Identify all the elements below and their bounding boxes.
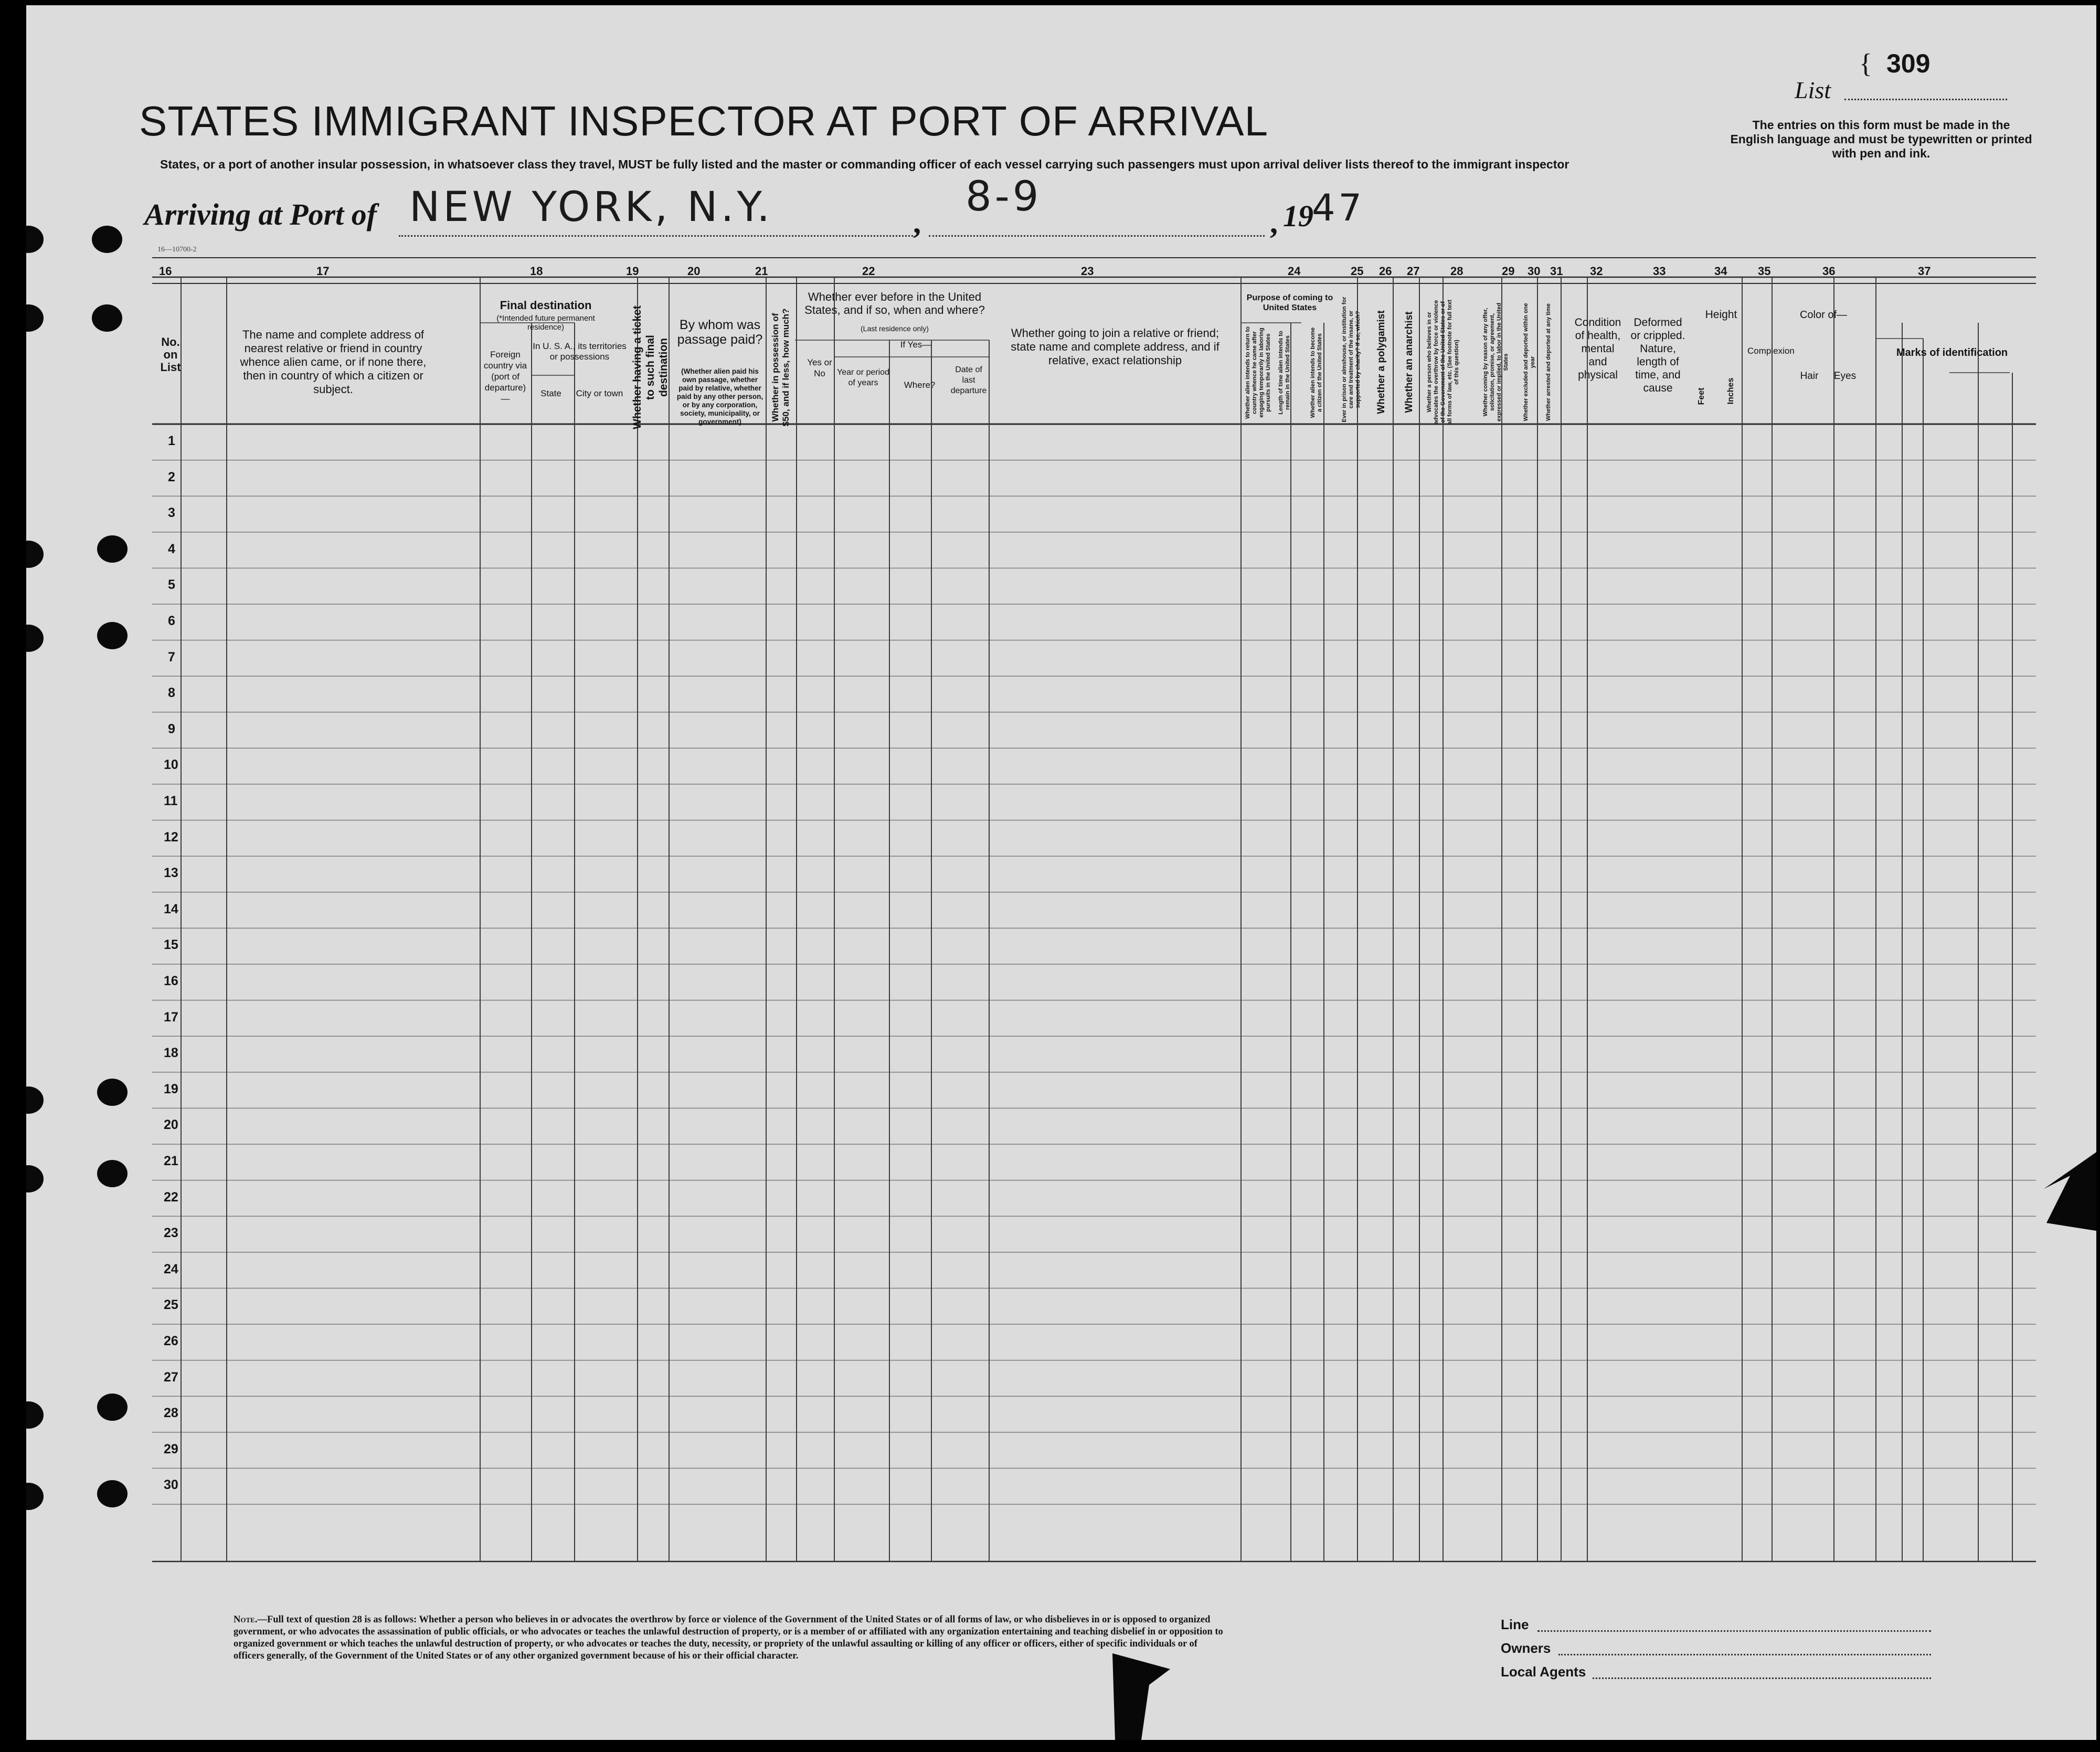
header-ticket [631, 304, 670, 430]
punch-hole [97, 535, 128, 563]
header-if-yes: If Yes— [900, 340, 931, 350]
row-number: 15 [164, 937, 178, 953]
header-passage-paid-sub: (Whether alien paid his own passage, whether paid by relative, whether paid by any other person, or by any corporation, society, municipality, or government) [676, 367, 763, 426]
header-color-of: Color of— [1799, 309, 1848, 321]
year-prefix: 19 [1283, 199, 1313, 233]
year-handwritten: 47 [1312, 186, 1365, 229]
footnote-text: —Full text of question 28 is as follows: Whether a person who believes in or advocates the overthrow by force or violence of the Government of the United States or of all forms of law, or who disbelieves in or is opposed to organized government, or who advocates the assassination of public officials, or who advocates or teaches the unlawful destruction of property, or is a member of or affiliated with any organization entertaining and teaching disbelief in or opposition to organized government or which teaches the unlawful destruction of property, or who advocates or teaches the duty, necessity, or propriety of the unlawful assaulting or killing of any officer or officers, either of specific individuals or of officers generally, of the Government of the United States or of any other organized government because of his or their official character. [234, 1614, 1223, 1661]
header-yes-or-no: Yes or No [807, 357, 832, 378]
header-purpose: Purpose of coming to United States [1246, 293, 1333, 312]
header-city-or-town: City or town [576, 388, 623, 398]
row-number: 25 [164, 1297, 178, 1313]
header-marks: Marks of identification [1896, 347, 2008, 358]
row-number: 5 [168, 577, 175, 593]
punch-hole [26, 1165, 44, 1192]
col-num-33: 33 [1653, 265, 1666, 278]
row-number: 27 [164, 1369, 178, 1385]
header-purpose-c-text: Whether alien intends to become a citizen of the United States [1310, 327, 1323, 418]
row-number: 3 [168, 505, 175, 521]
col-num-18: 18 [530, 265, 543, 278]
row-number: 14 [164, 901, 178, 916]
header-feet [1696, 378, 1712, 415]
line-label: Line [1501, 1617, 1529, 1632]
header-anarchist-text: Whether an anarchist [1404, 311, 1415, 413]
manifest-grid [152, 257, 2036, 1569]
punch-hole [97, 1394, 128, 1421]
list-line [1844, 99, 2007, 100]
header-feet-text: Feet [1697, 387, 1706, 405]
header-labor-offer-text: Whether coming by reason of any offer, solicitation, promise, or agreement, expressed or implied, to labor in the United States [1482, 302, 1509, 422]
header-polygamist [1376, 299, 1397, 425]
col-num-24: 24 [1288, 265, 1301, 278]
col-num-21: 21 [755, 265, 768, 278]
date-handwritten: 8-9 [966, 173, 1042, 220]
col-num-28: 28 [1450, 265, 1463, 278]
row-number: 26 [164, 1334, 178, 1348]
header-purpose-c [1310, 325, 1336, 420]
col-num-27: 27 [1407, 265, 1420, 278]
footnote-lead: Note. [234, 1614, 258, 1625]
header-excluded [1523, 299, 1542, 425]
punch-hole [26, 304, 44, 332]
line-field [1537, 1630, 1931, 1632]
row-number: 10 [164, 757, 178, 773]
entry-notice: The entries on this form must be made in the English language and must be typewritten or printed with pen and ink. [1730, 118, 2032, 160]
header-hair: Hair [1800, 371, 1819, 382]
row-number: 28 [164, 1406, 178, 1421]
port-line [399, 235, 913, 237]
header-state: State [540, 388, 561, 398]
header-purpose-a-text: Whether alien intends to return to country whence he came after engaging temporarily in laboring pursuits in the United States [1245, 326, 1271, 419]
header-arrested-text: Whether arrested and deported at any time [1545, 303, 1552, 421]
punch-hole [26, 1086, 44, 1114]
col-num-17: 17 [316, 265, 330, 278]
row-number: 20 [164, 1117, 178, 1133]
header-purpose-b-text: Length of time alien intends to remain in the United States [1278, 331, 1291, 415]
header-inches [1725, 367, 1741, 415]
header-final-destination: Final destination [500, 299, 592, 312]
row-number: 21 [164, 1154, 178, 1168]
header-complexion: Complexion [1747, 346, 1795, 356]
header-purpose-a [1245, 325, 1275, 420]
col-num-23: 23 [1081, 265, 1094, 278]
header-possession-50-text: Whether in possession of $50, and if less, how much? [770, 308, 791, 427]
row-number: 12 [164, 829, 178, 845]
header-no-on-list: No. on List [160, 335, 181, 374]
col-num-20: 20 [687, 265, 701, 278]
row-number: 23 [164, 1226, 178, 1241]
row-number: 18 [164, 1046, 178, 1061]
header-overthrow [1426, 299, 1473, 425]
print-code: 16—10700-2 [157, 246, 197, 254]
form-title: STATES IMMIGRANT INSPECTOR AT PORT OF ARRIVAL [139, 98, 1269, 144]
row-number: 13 [164, 866, 178, 881]
header-ticket-text: Whether having a ticket to such final destination [631, 305, 670, 429]
row-number: 1 [168, 434, 175, 448]
col-num-32: 32 [1590, 265, 1603, 278]
col-num-22: 22 [862, 265, 875, 278]
header-in-usa: In U. S. A., its territories or possessions [533, 341, 627, 362]
col-num-36: 36 [1822, 265, 1836, 278]
row-number: 2 [168, 469, 175, 484]
header-foreign-country: Foreign country via (port of departure)— [483, 350, 527, 404]
punch-hole [26, 541, 44, 568]
row-number: 17 [164, 1009, 178, 1025]
row-number: 4 [168, 541, 175, 556]
row-number: 11 [164, 794, 178, 808]
col-num-29: 29 [1502, 265, 1515, 278]
header-nearest-relative: The name and complete address of nearest relative or friend in country whence alien came, or if none there, then in country of which a citizen or subject. [240, 328, 427, 396]
local-agents-label: Local Agents [1501, 1664, 1586, 1680]
col-num-34: 34 [1714, 265, 1727, 278]
header-polygamist-text: Whether a polygamist [1376, 310, 1387, 414]
header-deformed: Deformed or crippled. Nature, length of time, and cause [1630, 316, 1685, 394]
header-arrested [1545, 299, 1564, 425]
header-final-destination-sub: (*Intended future permanent residence) [496, 314, 595, 332]
col-num-30: 30 [1528, 265, 1541, 278]
header-eyes: Eyes [1833, 371, 1857, 382]
port-handwritten: NEW YORK, N.Y. [409, 184, 773, 231]
header-height: Height [1705, 309, 1737, 321]
punch-hole [26, 1483, 44, 1510]
col-num-31: 31 [1550, 265, 1563, 278]
row-number: 9 [168, 721, 175, 736]
header-excluded-text: Whether excluded and deported within one year [1523, 303, 1536, 421]
col-num-25: 25 [1351, 265, 1364, 278]
punch-hole [97, 1480, 128, 1507]
manifest-sheet [26, 5, 2096, 1740]
header-before-in-us: Whether ever before in the United States, and if so, when and where? [804, 290, 985, 316]
arriving-label: Arriving at Port of [144, 197, 377, 231]
col-num-16: 16 [159, 265, 172, 278]
punch-hole [26, 625, 44, 652]
local-agents-field [1593, 1677, 1931, 1679]
comma: , [913, 205, 921, 240]
torn-edge [2031, 1152, 2096, 1231]
header-passage-paid: By whom was passage paid? [677, 318, 763, 347]
row-number: 19 [164, 1081, 178, 1096]
row-number: 8 [168, 685, 175, 701]
row-number: 7 [168, 649, 175, 664]
list-number: 309 [1886, 49, 1931, 78]
header-join-relative: Whether going to join a relative or friend; state name and complete address, and if relative, exact relationship [1011, 326, 1219, 367]
list-label: List [1795, 77, 1831, 103]
header-health: Condition of health, mental and physical [1574, 316, 1621, 381]
comma: , [1270, 205, 1278, 240]
header-labor-offer [1482, 299, 1519, 425]
date-line [929, 235, 1265, 237]
row-number: 22 [164, 1189, 178, 1205]
col-num-37: 37 [1918, 265, 1931, 278]
form-subtitle: States, or a port of another insular possession, in whatsoever class they travel, MUST be fully listed and the master or commanding officer of each vessel carrying such passengers must upon arrival deliver lists thereof to the immigrant inspector [160, 157, 1569, 171]
punch-hole [92, 304, 122, 332]
row-number: 16 [164, 974, 178, 988]
punch-hole [97, 1160, 128, 1187]
footnote [234, 1614, 1231, 1662]
punch-hole [97, 1079, 128, 1106]
punch-hole [26, 226, 44, 253]
header-prison-text: Ever in prison or almshouse, or institution for care and treatment of the insane, or supported by charity? If so, which? [1341, 297, 1361, 423]
header-purpose-b [1278, 325, 1306, 420]
row-number: 29 [164, 1441, 178, 1457]
header-possession-50 [770, 304, 797, 430]
header-anarchist [1404, 299, 1425, 425]
header-prison [1341, 297, 1373, 423]
header-years: Year or period of years [837, 368, 889, 387]
header-inches-text: Inches [1726, 377, 1735, 405]
col-num-19: 19 [626, 265, 639, 278]
punch-hole [26, 1401, 44, 1429]
torn-corner [1091, 1648, 1175, 1740]
row-number: 30 [164, 1477, 178, 1493]
col-num-26: 26 [1379, 265, 1392, 278]
owners-label: Owners [1501, 1640, 1551, 1656]
punch-hole [92, 226, 122, 253]
header-before-in-us-sub: (Last residence only) [861, 324, 929, 333]
header-date-last-departure: Date of last departure [950, 365, 987, 395]
header-overthrow-text: Whether a person who believes in or advocates the overthrow by force or violence of the Government of the United States or of all forms of law, etc. (See footnote for full text of this question) [1426, 300, 1460, 425]
row-number: 24 [164, 1261, 178, 1276]
col-num-35: 35 [1758, 265, 1771, 278]
punch-hole [97, 622, 128, 649]
list-bracket-mark: { [1859, 49, 1872, 79]
row-number: 6 [168, 614, 175, 628]
header-where: Where? [904, 380, 936, 390]
owners-field [1558, 1654, 1931, 1655]
